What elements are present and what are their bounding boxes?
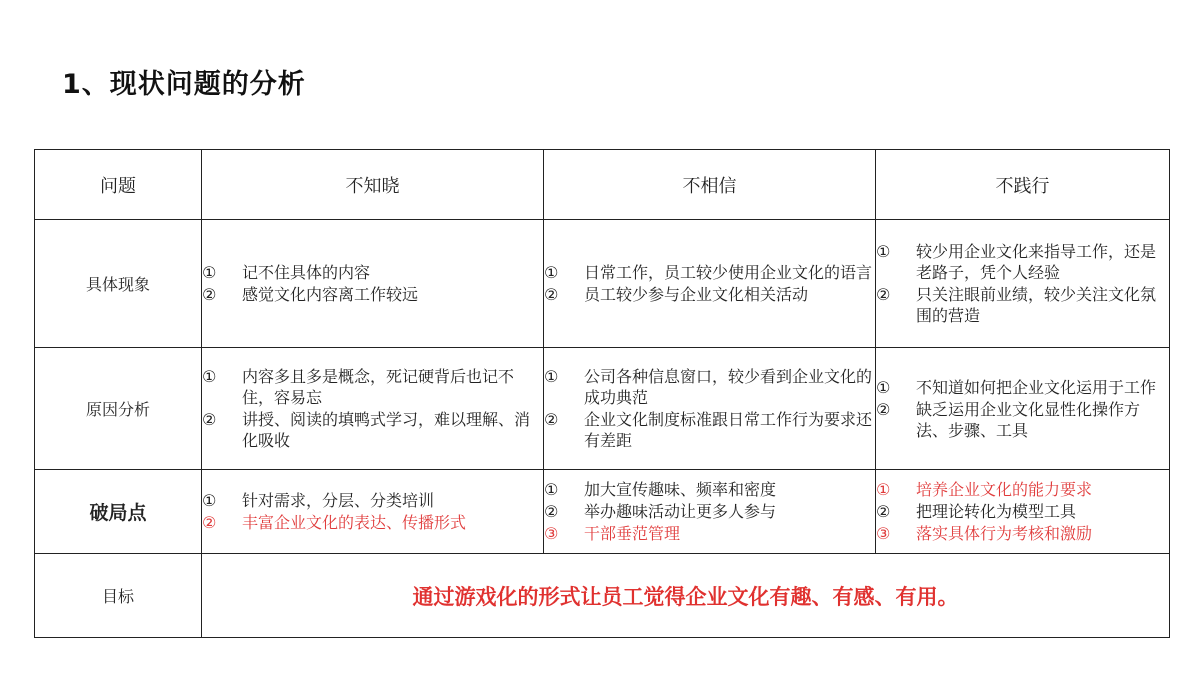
list-item <box>876 284 1169 326</box>
item-number: ① <box>202 491 217 510</box>
item-number: ③ <box>544 524 559 543</box>
goal-statement: 通过游戏化的形式让员工觉得企业文化有趣、有感、有用。 <box>202 554 1170 638</box>
table-row-phenomena <box>35 220 1170 348</box>
table-cell <box>202 348 544 470</box>
list-item <box>544 523 875 544</box>
item-number: ① <box>544 367 559 386</box>
header-cell-unaware: 不知晓 <box>202 150 544 220</box>
list-item <box>202 512 543 533</box>
list-item <box>876 241 1169 283</box>
header-cell-problem: 问题 <box>35 150 202 220</box>
item-text: 企业文化制度标准跟日常工作行为要求还有差距 <box>584 410 873 450</box>
table-row-causes <box>35 348 1170 470</box>
list-item <box>202 490 543 511</box>
list-item <box>544 501 875 522</box>
item-text: 内容多且多是概念，死记硬背后也记不住，容易忘 <box>242 367 515 407</box>
item-number: ① <box>202 263 217 282</box>
item-text: 日常工作，员工较少使用企业文化的语言 <box>584 263 873 282</box>
item-text: 公司各种信息窗口，较少看到企业文化的成功典范 <box>584 367 873 407</box>
list-item <box>202 284 543 305</box>
row-label: 原因分析 <box>35 348 202 470</box>
item-text: 只关注眼前业绩，较少关注文化氛围的营造 <box>916 285 1157 325</box>
list-item <box>544 366 875 408</box>
item-text: 针对需求，分层、分类培训 <box>242 491 435 510</box>
item-text: 员工较少参与企业文化相关活动 <box>584 285 809 304</box>
header-cell-unbelieving: 不相信 <box>544 150 876 220</box>
list-item <box>876 523 1169 544</box>
table-cell <box>202 470 544 554</box>
item-number: ① <box>876 377 891 397</box>
item-number: ① <box>544 480 559 499</box>
item-text: 感觉文化内容离工作较远 <box>242 285 419 304</box>
item-number: ② <box>876 502 891 521</box>
item-number: ② <box>202 513 217 532</box>
item-text: 较少用企业文化来指导工作，还是老路子，凭个人经验 <box>916 242 1157 282</box>
header-row <box>35 150 1170 220</box>
list-item <box>876 501 1169 522</box>
table-cell <box>876 220 1170 348</box>
item-number: ② <box>202 410 217 429</box>
item-text: 落实具体行为考核和激励 <box>916 524 1093 543</box>
list-item <box>202 366 543 408</box>
header-cell-not-practicing: 不践行 <box>876 150 1170 220</box>
list-item <box>876 479 1169 500</box>
list-item <box>202 262 543 283</box>
table-cell <box>544 220 876 348</box>
item-number: ① <box>876 242 891 261</box>
item-text: 举办趣味活动让更多人参与 <box>584 502 777 521</box>
item-number: ③ <box>876 524 891 543</box>
item-text: 缺乏运用企业文化显性化操作方法、步骤、工具 <box>916 399 1141 440</box>
item-number: ② <box>544 410 559 429</box>
table-cell <box>876 470 1170 554</box>
item-number: ① <box>202 367 217 386</box>
item-text: 加大宣传趣味、频率和密度 <box>584 480 777 499</box>
table-cell <box>544 470 876 554</box>
row-label: 破局点 <box>35 470 202 554</box>
item-number: ② <box>544 285 559 304</box>
table-cell <box>202 220 544 348</box>
item-text: 干部垂范管理 <box>584 524 681 543</box>
list-item <box>876 377 1169 398</box>
table-cell <box>876 348 1170 470</box>
item-text: 丰富企业文化的表达、传播形式 <box>242 513 467 532</box>
item-text: 记不住具体的内容 <box>242 263 371 282</box>
item-text: 讲授、阅读的填鸭式学习，难以理解、消化吸收 <box>242 410 531 450</box>
item-number: ② <box>876 285 891 304</box>
row-label: 具体现象 <box>35 220 202 348</box>
table-row-breakthrough <box>35 470 1170 554</box>
item-number: ② <box>876 399 891 419</box>
item-number: ① <box>876 480 891 499</box>
item-text: 培养企业文化的能力要求 <box>916 480 1093 499</box>
table-row-goal <box>35 554 1170 638</box>
list-item <box>544 479 875 500</box>
list-item <box>876 399 1169 441</box>
list-item <box>544 409 875 451</box>
slide-title: 1、现状问题的分析 <box>62 69 306 100</box>
analysis-table <box>34 149 1170 638</box>
item-text: 把理论转化为模型工具 <box>916 502 1077 521</box>
row-label: 目标 <box>35 554 202 638</box>
list-item <box>544 262 875 283</box>
item-number: ② <box>544 502 559 521</box>
item-number: ② <box>202 285 217 304</box>
item-number: ① <box>544 263 559 282</box>
item-text: 不知道如何把企业文化运用于工作 <box>916 377 1157 397</box>
list-item <box>544 284 875 305</box>
list-item <box>202 409 543 451</box>
table-cell <box>544 348 876 470</box>
